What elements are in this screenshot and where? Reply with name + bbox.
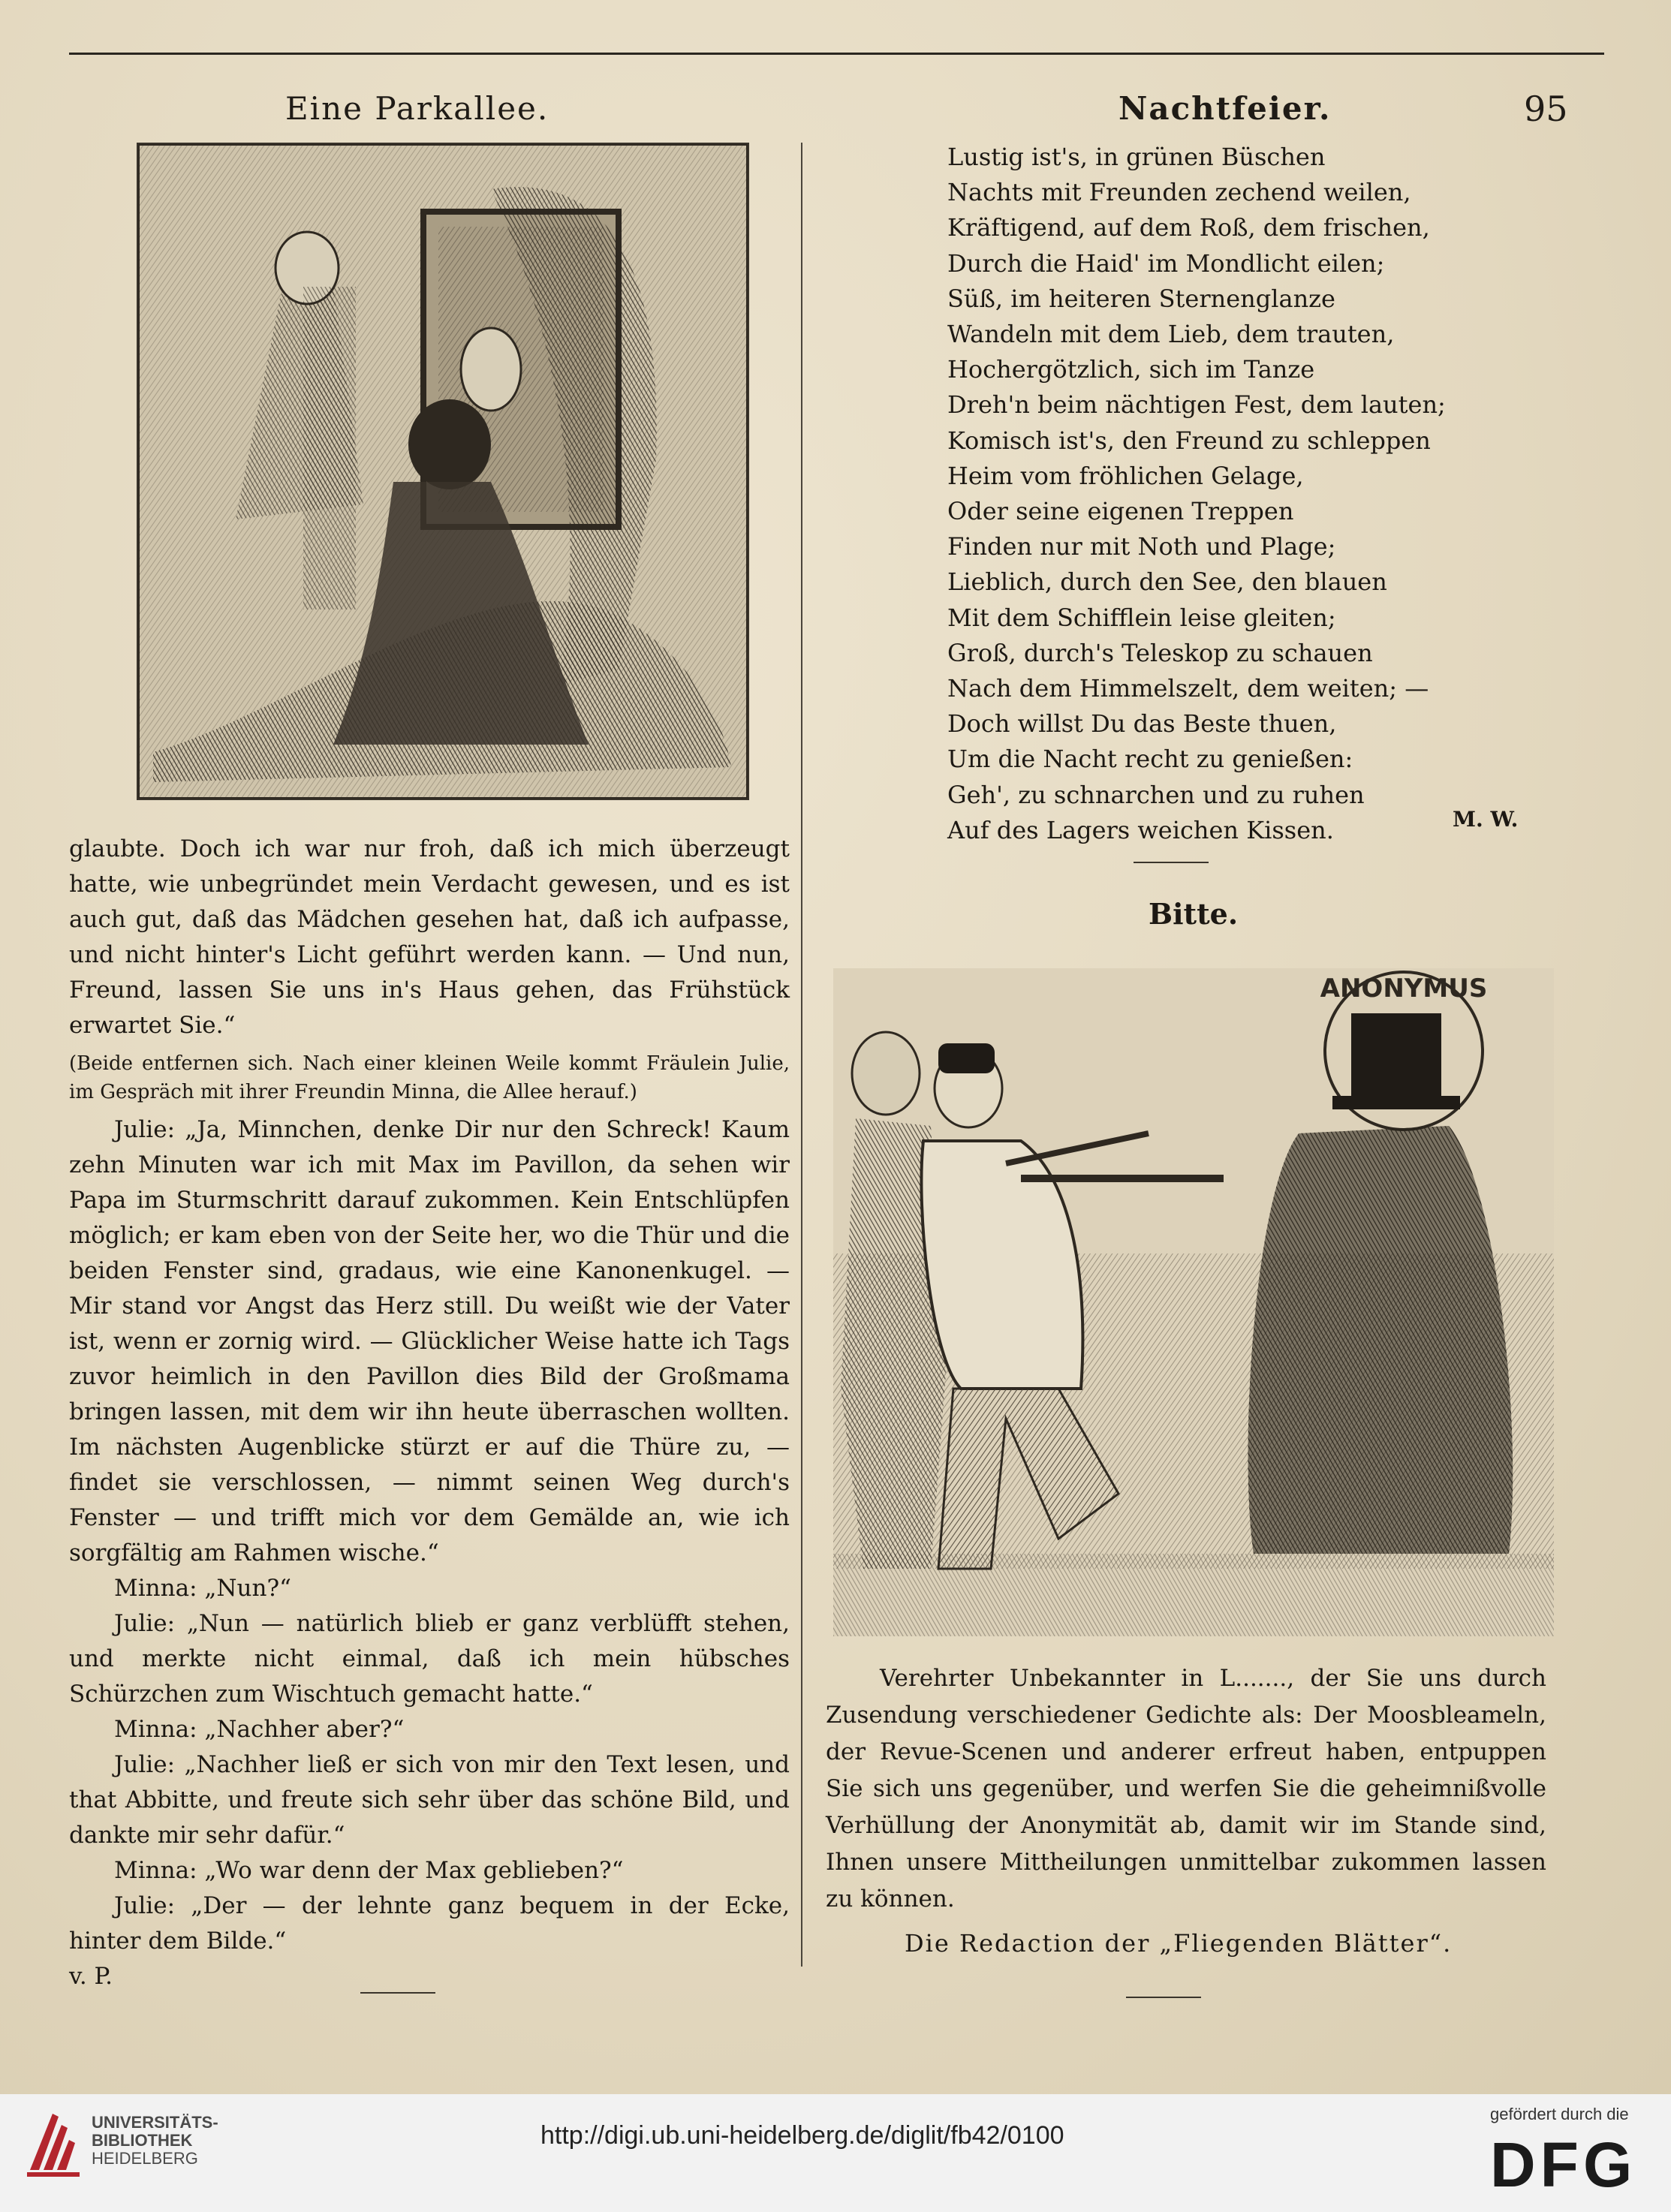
engraving-anonymus-drawing: [833, 968, 1554, 1636]
funding-caption: gefördert durch die: [1490, 2105, 1629, 2123]
dialogue-line: Julie: „Ja, Minnchen, denke Dir nur den Schreck! Kaum zehn Minuten war ich mit Max im Pavillon, da sehen wir Papa im Sturmschritt darauf zukommen. Kein Entschlüpfen möglich; er kam eben von der Seite her, wo die Thür und die beiden Fenster sind, gradaus, wie eine Kanonenkugel. — Mir stand vor Angst das Herz still. Du weißt wie der Vater ist, wenn er zornig wird. — Glücklicher Weise hatte ich Tags zuvor heimlich in den Pavillon dies Bild der Großmama bringen lassen, mit dem wir ihn heute überraschen wollten. Im nächsten Augenblicke stürzt er auf die Thüre zu, — findet sie verschlossen, — nimmt seinen Weg durch's Fenster — und trifft mich vor dem Gemälde an, wie ich sorgfältig am Rahmen wische.“: [69, 1116, 790, 1566]
signature-vp: v. P.: [69, 1963, 113, 1990]
poem-line: Geh', zu schnarchen und zu ruhen: [947, 780, 1365, 809]
library-line: UNIVERSITÄTS-: [92, 2113, 218, 2132]
left-column-text: [69, 832, 790, 1994]
poem-end-rule: [1134, 862, 1209, 863]
poem-line: Lustig ist's, in grünen Büschen: [947, 143, 1326, 171]
university-library-name[interactable]: [92, 2114, 218, 2168]
signature-mw: M. W.: [1453, 807, 1519, 832]
engraving-anonymus: [833, 968, 1554, 1636]
dfg-logo[interactable]: DFG: [1490, 2129, 1637, 2200]
poem-line: Komisch ist's, den Freund zu schleppen: [947, 426, 1431, 455]
poem-line: Hochergötzlich, sich im Tanze: [947, 355, 1315, 384]
poem-line: Lieblich, durch den See, den blauen: [947, 567, 1387, 597]
poem-line: Heim vom fröhlichen Gelage,: [947, 461, 1304, 490]
poem-line: Mit dem Schifflein leise gleiten;: [947, 603, 1336, 632]
poem-line: Kräftigend, auf dem Roß, dem frischen,: [947, 213, 1430, 242]
poem-line: Süß, im heiteren Sternenglanze: [947, 284, 1335, 313]
bitte-title: Bitte.: [1149, 897, 1239, 931]
poem-line: Nach dem Himmelszelt, dem weiten; —: [947, 674, 1429, 703]
poem-line: Oder seine eigenen Treppen: [947, 497, 1294, 526]
poem-line: Finden nur mit Noth und Plage;: [947, 532, 1336, 561]
library-line: HEIDELBERG: [92, 2149, 198, 2168]
bitte-closing: Die Redaction der „Fliegenden Blätter“.: [905, 1929, 1453, 1958]
poem-line: Auf des Lagers weichen Kissen.: [947, 815, 1334, 844]
header-right-title: Nachtfeier.: [1119, 90, 1332, 127]
stage-direction: (Beide entfernen sich. Nach einer kleinen Weile kommt Fräulein Julie, im Gespräch mit ihrer Freundin Minna, die Allee herauf.): [69, 1052, 790, 1103]
viewer-footer-bar: [0, 2094, 1671, 2212]
engraving-parkallee-drawing: [138, 144, 748, 799]
poem-line: Durch die Haid' im Mondlicht eilen;: [947, 248, 1385, 278]
top-rule: [69, 53, 1604, 55]
poem-line: Dreh'n beim nächtigen Fest, dem lauten;: [947, 390, 1446, 420]
header-left-title: Eine Parkallee.: [285, 90, 549, 127]
page-number: 95: [1524, 89, 1568, 129]
left-end-rule: [360, 1992, 435, 1994]
poem-line: Doch willst Du das Beste thuen,: [947, 709, 1337, 739]
engraving-parkallee: [137, 143, 749, 800]
column-divider: [801, 143, 802, 1967]
dialogue-line: Julie: „Nun — natürlich blieb er ganz verblüfft stehen, und merkte nicht einmal, daß ich mein hübsches Schürzchen zum Wischtuch gemacht hatte.“: [69, 1610, 790, 1708]
bitte-paragraph-block: [826, 1660, 1546, 1918]
right-end-rule: [1126, 1997, 1201, 1998]
halo-label: ANONYMUS: [1320, 974, 1488, 1004]
dialogue-line: Minna: „Wo war denn der Max geblieben?“: [114, 1857, 624, 1884]
poem-nachtfeier: [947, 140, 1563, 848]
poem-line: Nachts mit Freunden zechend weilen,: [947, 178, 1411, 207]
dialogue-line: Minna: „Nun?“: [114, 1575, 291, 1602]
poem-line: Wandeln mit dem Lieb, dem trauten,: [947, 320, 1395, 349]
permalink-url[interactable]: http://digi.ub.uni-heidelberg.de/diglit/fb42/0100: [540, 2121, 1064, 2150]
dialogue-line: Julie: „Nachher ließ er sich von mir den Text lesen, und that Abbitte, und freute sich sehr über das schöne Bild, und dankte mir sehr dafür.“: [69, 1751, 790, 1849]
bitte-paragraph: Verehrter Unbekannter in L......., der Sie uns durch Zusendung verschiedener Gedichte als: Der Moosbleameln, der Revue-Scenen und anderer erfreut haben, entpuppen Sie sich uns gegenüber, und werfen Sie die geheimnißvolle Verhüllung der Anonymität ab, damit wir im Stande sind, Ihnen unsere Mittheilungen unmittelbar zukommen lassen zu können.: [826, 1665, 1546, 1913]
poem-line: Groß, durch's Teleskop zu schauen: [947, 638, 1373, 667]
library-line: BIBLIOTHEK: [92, 2131, 193, 2150]
university-library-logo-icon[interactable]: [23, 2106, 84, 2183]
paragraph: glaubte. Doch ich war nur froh, daß ich mich überzeugt hatte, wie unbegründet mein Verdacht gewesen, und es ist auch gut, daß das Mädchen gesehen hat, daß ich aufpasse, und nicht hinter's Licht geführt werden kann. — Und nun, Freund, lassen Sie uns in's Haus gehen, das Frühstück erwartet Sie.“: [69, 835, 790, 1039]
poem-line: Um die Nacht recht zu genießen:: [947, 745, 1353, 774]
dialogue-line: Julie: „Der — der lehnte ganz bequem in der Ecke, hinter dem Bilde.“: [69, 1892, 790, 1955]
dialogue-line: Minna: „Nachher aber?“: [114, 1716, 405, 1743]
